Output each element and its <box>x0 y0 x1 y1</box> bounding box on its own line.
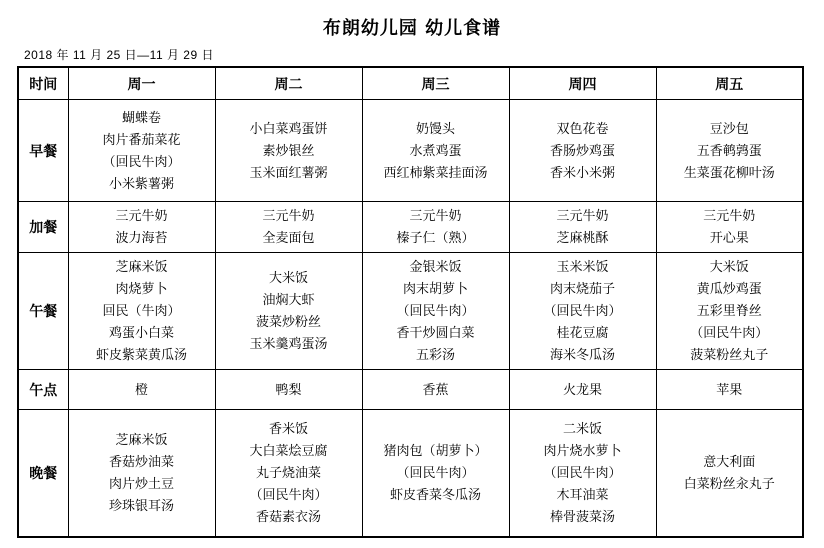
dish-item: 香蕉 <box>422 381 449 397</box>
col-header-time: 时间 <box>18 67 68 100</box>
dish-item: 菠菜粉丝丸子 <box>690 347 769 362</box>
header-row <box>18 67 803 100</box>
col-header-day-4: 周四 <box>509 67 656 100</box>
dish-item: 大米饭 <box>709 259 749 274</box>
dish-item: 玉米羹鸡蛋汤 <box>249 336 328 351</box>
dish-item: 丸子烧油菜 <box>255 465 321 480</box>
meal-label: 午点 <box>18 370 68 410</box>
dish-item: 小米紫薯粥 <box>108 175 174 191</box>
dish-item: 橙 <box>134 381 148 397</box>
col-header-day-3: 周三 <box>362 67 509 100</box>
dish-item: 金银米饭 <box>409 259 462 274</box>
dish-item: 蝴蝶卷 <box>121 109 161 125</box>
menu-cell <box>509 370 656 410</box>
dish-item: 鸭梨 <box>275 381 302 397</box>
menu-cell <box>68 370 215 410</box>
dish-item: 香肠炒鸡蛋 <box>549 142 615 158</box>
dish-item: 油焖大虾 <box>262 292 315 307</box>
dish-item: 棒骨菠菜汤 <box>549 509 615 524</box>
dish-item: 肉片炒土豆 <box>108 476 174 491</box>
menu-cell <box>656 253 803 370</box>
menu-cell <box>362 370 509 410</box>
dish-item: 大米饭 <box>268 270 308 285</box>
menu-cell <box>215 253 362 370</box>
col-header-day-1: 周一 <box>68 67 215 100</box>
menu-cell <box>509 100 656 202</box>
menu-cell <box>509 253 656 370</box>
dish-item: 肉烧萝卜 <box>115 281 168 296</box>
dish-item: 苹果 <box>716 381 743 397</box>
dish-item: 三元牛奶 <box>115 208 168 223</box>
dish-item: 五彩里脊丝 <box>696 303 762 318</box>
dish-item: 波力海苔 <box>115 230 168 245</box>
dish-item: 黄瓜炒鸡蛋 <box>696 281 762 296</box>
menu-cell <box>362 253 509 370</box>
date-range: 2018 年 11 月 25 日—11 月 29 日 <box>24 48 214 62</box>
dish-item: 榛子仁（熟） <box>396 230 475 245</box>
dish-item: 意大利面 <box>703 454 756 469</box>
dish-item: （回民牛肉） <box>543 465 622 480</box>
menu-cell <box>656 370 803 410</box>
dish-item: 芝麻桃酥 <box>556 230 609 245</box>
meal-label: 晚餐 <box>18 410 68 538</box>
dish-item: 西红柿紫菜挂面汤 <box>383 164 488 180</box>
dish-item: 芝麻米饭 <box>115 259 168 274</box>
menu-table <box>17 66 804 538</box>
dish-item: 肉末烧茄子 <box>549 281 615 296</box>
dish-item: 双色花卷 <box>556 120 609 136</box>
page-title: 布朗幼儿园 幼儿食谱 <box>322 18 502 39</box>
dish-item: 肉末胡萝卜 <box>402 281 468 296</box>
dish-item: （回民牛肉） <box>690 325 769 340</box>
col-header-day-5: 周五 <box>656 67 803 100</box>
meal-row <box>18 202 803 253</box>
dish-item: 五彩汤 <box>415 347 455 362</box>
dish-item: 肉片番茄菜花 <box>102 131 181 147</box>
menu-table-header <box>18 67 803 100</box>
menu-cell <box>509 410 656 538</box>
meal-label: 加餐 <box>18 202 68 253</box>
dish-item: 香米饭 <box>268 421 308 436</box>
dish-item: 三元牛奶 <box>262 208 315 223</box>
dish-item: 三元牛奶 <box>703 208 756 223</box>
meal-row <box>18 100 803 202</box>
meal-label: 早餐 <box>18 100 68 202</box>
dish-item: 三元牛奶 <box>409 208 462 223</box>
menu-cell <box>68 202 215 253</box>
menu-cell <box>509 202 656 253</box>
dish-item: 菠菜炒粉丝 <box>255 314 321 329</box>
dish-item: 香干炒圆白菜 <box>396 325 475 340</box>
dish-item: （回民牛肉） <box>249 487 328 502</box>
dish-item: （回民牛肉） <box>543 303 622 318</box>
menu-cell <box>656 202 803 253</box>
dish-item: 虾皮香菜冬瓜汤 <box>389 487 481 502</box>
dish-item: 木耳油菜 <box>556 487 609 502</box>
dish-item: 玉米米饭 <box>556 259 609 274</box>
menu-cell <box>215 100 362 202</box>
dish-item: 玉米面红薯粥 <box>249 164 328 180</box>
menu-cell <box>362 202 509 253</box>
menu-cell <box>68 253 215 370</box>
dish-item: 猪肉包（胡萝卜） <box>383 443 488 458</box>
menu-cell <box>656 100 803 202</box>
dish-item: 全麦面包 <box>262 230 315 245</box>
meal-row <box>18 410 803 538</box>
menu-cell <box>215 410 362 538</box>
dish-item: 肉片烧水萝卜 <box>543 443 622 458</box>
dish-item: 白菜粉丝汆丸子 <box>683 476 775 491</box>
dish-item: 生菜蛋花柳叶汤 <box>683 164 775 180</box>
menu-cell <box>656 410 803 538</box>
menu-cell <box>215 370 362 410</box>
dish-item: 芝麻米饭 <box>115 432 168 447</box>
dish-item: 大白菜烩豆腐 <box>249 443 328 458</box>
dish-item: 香米小米粥 <box>549 164 615 180</box>
menu-cell <box>215 202 362 253</box>
menu-cell <box>362 100 509 202</box>
meal-label: 午餐 <box>18 253 68 370</box>
dish-item: 三元牛奶 <box>556 208 609 223</box>
meal-row <box>18 370 803 410</box>
dish-item: 珍珠银耳汤 <box>108 498 174 513</box>
dish-item: （回民牛肉） <box>102 153 181 169</box>
dish-item: 回民（牛肉） <box>102 303 181 318</box>
dish-item: 小白菜鸡蛋饼 <box>249 120 328 136</box>
dish-item: 二米饭 <box>562 421 602 436</box>
dish-item: 鸡蛋小白菜 <box>108 325 174 340</box>
menu-table-body <box>18 100 803 538</box>
dish-item: （回民牛肉） <box>396 465 475 480</box>
menu-cell <box>362 410 509 538</box>
dish-item: 奶馒头 <box>415 120 455 136</box>
menu-cell <box>68 410 215 538</box>
dish-item: 香菇炒油菜 <box>108 454 174 469</box>
dish-item: 开心果 <box>709 230 749 245</box>
dish-item: （回民牛肉） <box>396 303 475 318</box>
col-header-day-2: 周二 <box>215 67 362 100</box>
dish-item: 素炒银丝 <box>262 142 315 158</box>
dish-item: 虾皮紫菜黄瓜汤 <box>95 347 187 362</box>
dish-item: 水煮鸡蛋 <box>409 142 462 158</box>
dish-item: 海米冬瓜汤 <box>549 347 615 362</box>
dish-item: 五香鹌鹑蛋 <box>696 142 762 158</box>
meal-row <box>18 253 803 370</box>
menu-cell <box>68 100 215 202</box>
dish-item: 香菇素衣汤 <box>255 509 321 524</box>
dish-item: 火龙果 <box>562 381 602 397</box>
dish-item: 桂花豆腐 <box>556 325 609 340</box>
dish-item: 豆沙包 <box>709 120 749 136</box>
